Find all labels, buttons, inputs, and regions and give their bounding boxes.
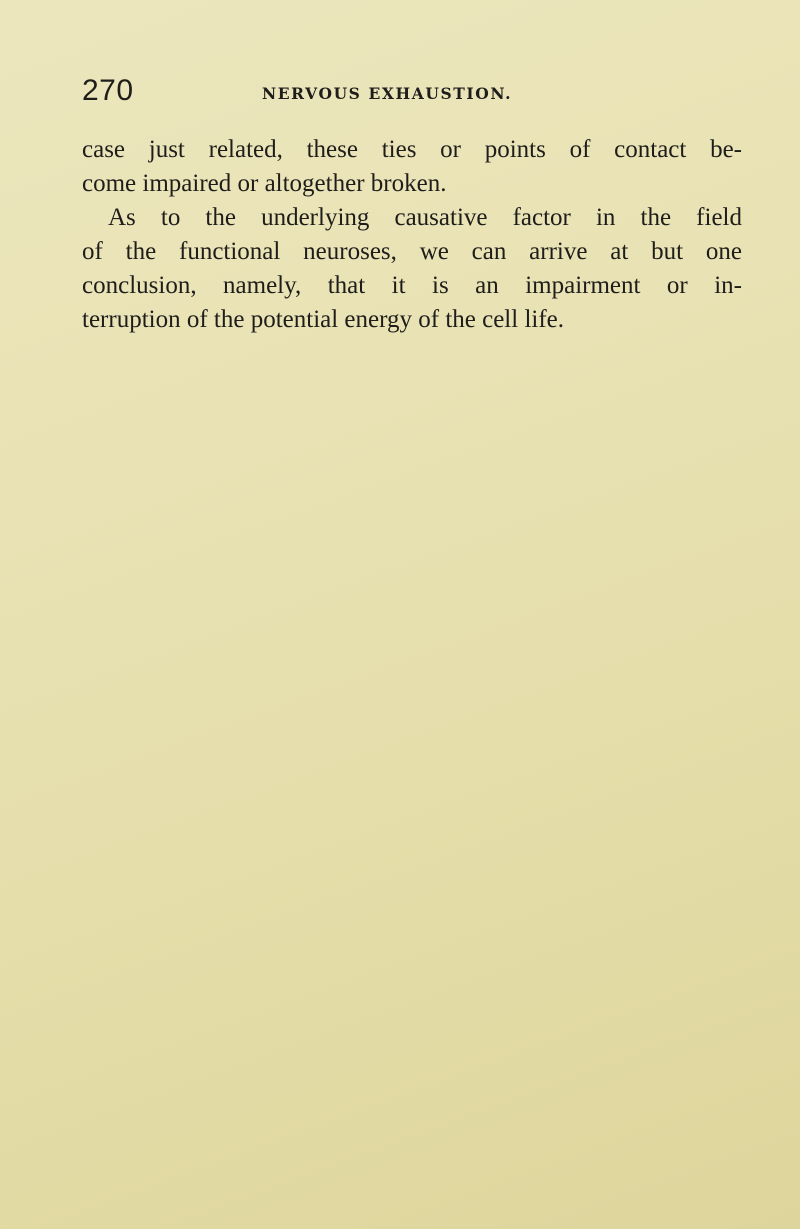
paragraph — [82, 133, 742, 201]
text-line: conclusion, namely, that it is an impairment or in- — [82, 272, 742, 299]
text-line: of the functional neuroses, we can arrive at but one — [82, 238, 742, 265]
paragraph — [82, 201, 742, 337]
text-line: case just related, these ties or points of contact be- — [82, 136, 742, 163]
running-head — [82, 74, 742, 114]
text-line: come impaired or altogether broken. — [82, 170, 447, 197]
page-number: 270 — [82, 74, 134, 107]
text-line: terruption of the potential energy of the cell life. — [82, 306, 565, 333]
running-title: NERVOUS EXHAUSTION. — [262, 84, 513, 103]
body-text — [82, 133, 742, 337]
text-line: As to the underlying causative factor in the field — [108, 204, 742, 231]
